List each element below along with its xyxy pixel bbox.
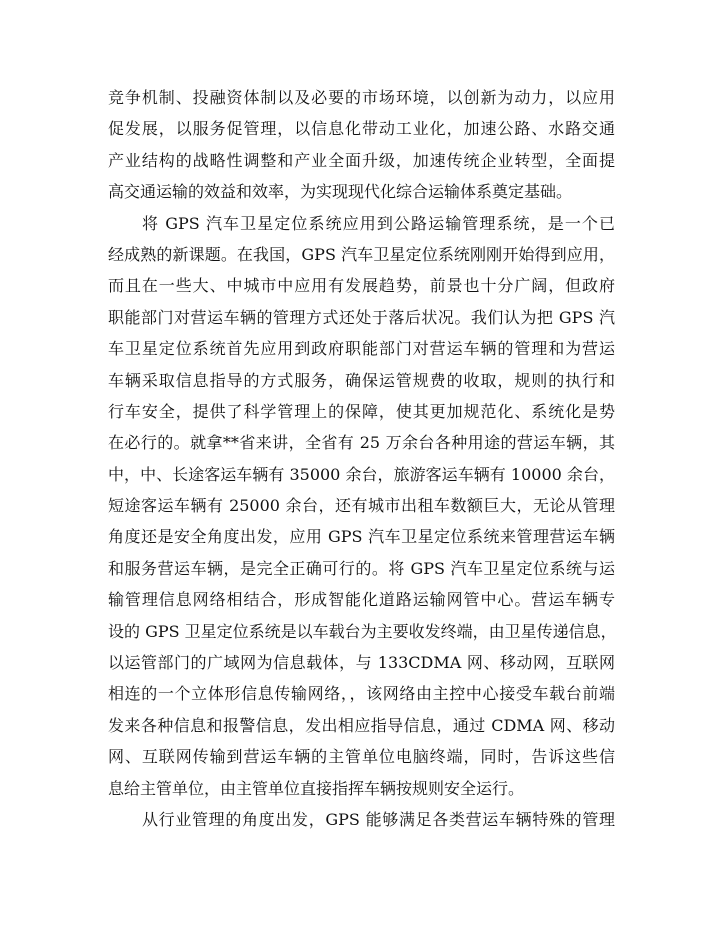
text-line: 高交通运输的效益和效率，为实现现代化综合运输体系奠定基础。 — [108, 182, 573, 202]
text-line: 车辆采取信息指导的方式服务，确保运管规费的收取，规则的执行和 — [108, 370, 615, 390]
text-line: 竞争机制、投融资体制以及必要的市场环境，以创新为动力，以应用 — [108, 88, 615, 107]
body-text — [108, 82, 615, 835]
text-line: 车卫星定位系统首先应用到政府职能部门对营运车辆的管理和为营运 — [108, 339, 615, 359]
text-line: 将 GPS 汽车卫星定位系统应用到公路运输管理系统，是一个已 — [142, 213, 615, 233]
text-line: 产业结构的战略性调整和产业全面升级，加速传统企业转型，全面提 — [108, 150, 615, 170]
text-line: 和服务营运车辆，是完全正确可行的。将 GPS 汽车卫星定位系统与运 — [108, 558, 615, 578]
text-line: 以运管部门的广域网为信息载体，与 133CDMA 网、移动网，互联网 — [108, 653, 615, 673]
text-line: 网、互联网传输到营运车辆的主管单位电脑终端，同时，告诉这些信 — [108, 747, 615, 767]
text-line: 息给主管单位，由主管单位直接指挥车辆按规则安全运行。 — [108, 778, 525, 798]
text-line: 中，中、长途客运车辆有 35000 余台，旅游客运车辆有 10000 余台， — [108, 464, 615, 484]
text-line: 行车安全，提供了科学管理上的保障，使其更加规范化、系统化是势 — [108, 401, 615, 421]
text-line: 发来各种信息和报警信息，发出相应指导信息，通过 CDMA 网、移动 — [108, 715, 615, 735]
text-line: 输管理信息网络相结合，形成智能化道路运输网管中心。营运车辆专 — [108, 590, 615, 610]
text-line: 角度还是安全角度出发，应用 GPS 汽车卫星定位系统来管理营运车辆 — [108, 527, 615, 547]
text-line: 短途客运车辆有 25000 余台，还有城市出租车数额巨大，无论从管理 — [108, 496, 615, 516]
text-line: 职能部门对营运车辆的管理方式还处于落后状况。我们认为把 GPS 汽 — [108, 307, 615, 327]
text-line: 而且在一些大、中城市中应用有发展趋势，前景也十分广阔，但政府 — [108, 276, 615, 296]
text-line: 促发展，以服务促管理，以信息化带动工业化，加速公路、水路交通 — [108, 119, 615, 139]
text-line: 在必行的。就拿**省来讲，全省有 25 万余台各种用途的营运车辆，其 — [108, 433, 615, 453]
text-line: 经成熟的新课题。在我国，GPS 汽车卫星定位系统刚刚开始得到应用， — [108, 244, 615, 264]
text-line: 从行业管理的角度出发，GPS 能够满足各类营运车辆特殊的管理 — [142, 809, 615, 829]
text-line: 设的 GPS 卫星定位系统是以车载台为主要收发终端，由卫星传递信息， — [108, 621, 617, 641]
text-line: 相连的一个立体形信息传输网络，，该网络由主控中心接受车载台前端 — [108, 684, 615, 704]
